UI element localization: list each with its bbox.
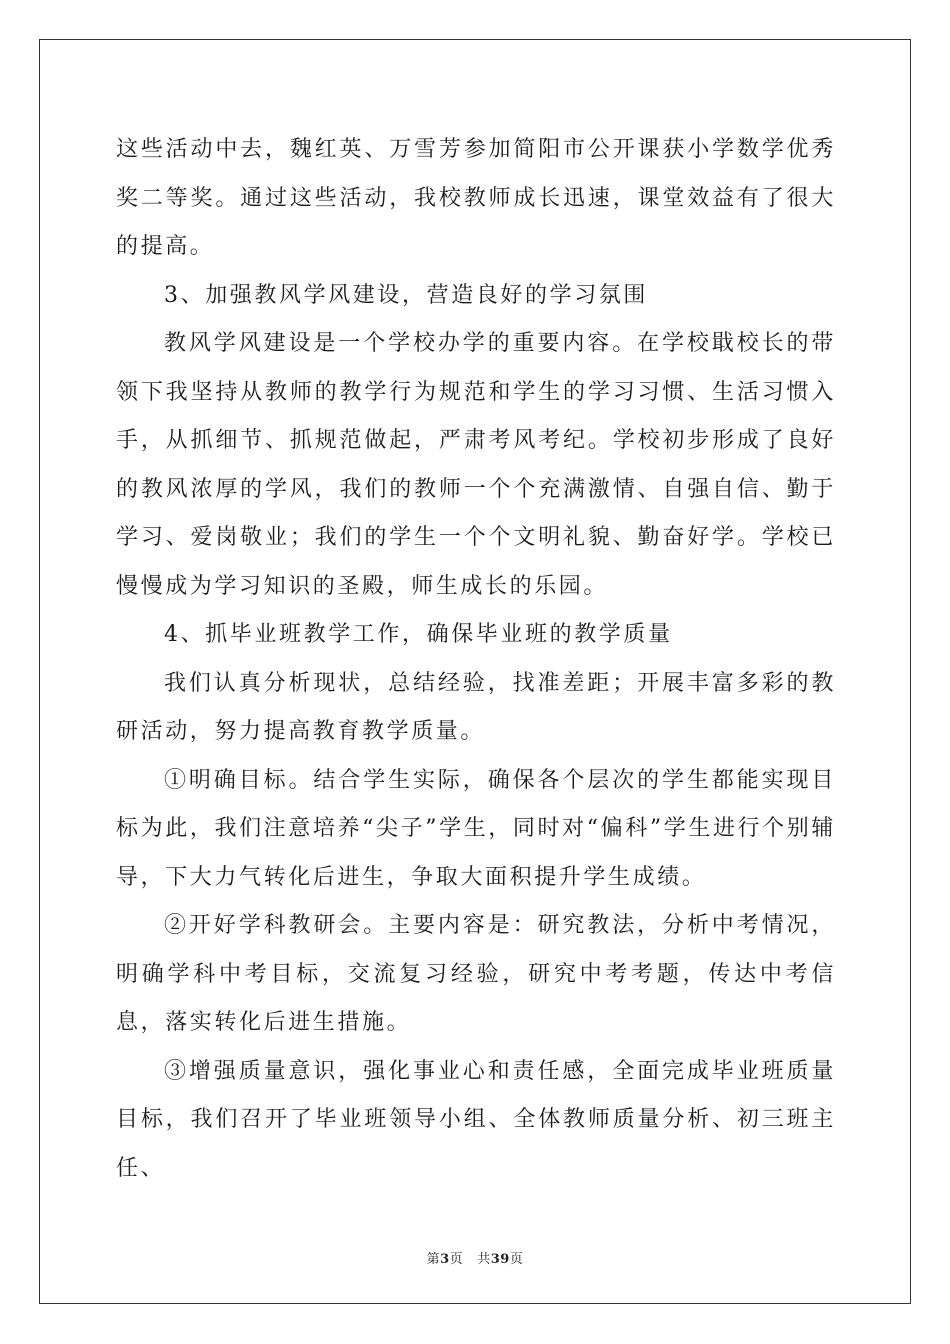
total-pages: 39 [490, 1252, 510, 1267]
paragraph-7: ②开好学科教研会。主要内容是：研究教法，分析中考情况，明确学科中考目标，交流复习经验，研究中考考题，传达中考信息，落实转化后进生措施。 [116, 913, 836, 1035]
page-footer [0, 1248, 950, 1267]
section-heading-3: 3、加强教风学风建设，营造良好的学习氛围 [164, 282, 648, 308]
page-suffix: 页 [449, 1252, 464, 1267]
paragraph-5: 我们认真分析现状，总结经验，找准差距；开展丰富多彩的教研活动，努力提高教育教学质量。 [116, 670, 836, 744]
page-prefix: 第 [426, 1252, 441, 1267]
page-number: 3 [440, 1252, 450, 1267]
paragraph-8: ③增强质量意识，强化事业心和责任感，全面完成毕业班质量目标，我们召开了毕业班领导小组、全体教师质量分析、初三班主任、 [116, 1058, 836, 1181]
paragraph-6: ①明确目标。结合学生实际，确保各个层次的学生都能实现目标为此，我们注意培养“尖子”学生，同时对“偏科”学生进行个别辅导，下大力气转化后进生，争取大面积提升学生成绩。 [116, 767, 836, 890]
document-body [116, 126, 836, 1193]
total-suffix: 页 [509, 1252, 524, 1267]
paragraph-1: 这些活动中去，魏红英、万雪芳参加简阳市公开课获小学数学优秀奖二等奖。通过这些活动，我校教师成长迅速，课堂效益有了很大的提高。 [116, 137, 836, 259]
section-heading-4: 4、抓毕业班教学工作，确保毕业班的教学质量 [164, 622, 673, 647]
paragraph-3: 教风学风建设是一个学校办学的重要内容。在学校戢校长的带领下我坚持从教师的教学行为规范和学生的学习习惯、生活习惯入手，从抓细节、抓规范做起，严肃考风考纪。学校初步形成了良好的教风浓厚的学风，我们的教师一个个充满激情、自强自信、勤于学习、爱岗敬业；我们的学生一个个文明礼貌、勤奋好学。学校已慢慢成为学习知识的圣殿，师生成长的乐园。 [116, 331, 836, 599]
total-prefix: 共 [477, 1252, 491, 1267]
